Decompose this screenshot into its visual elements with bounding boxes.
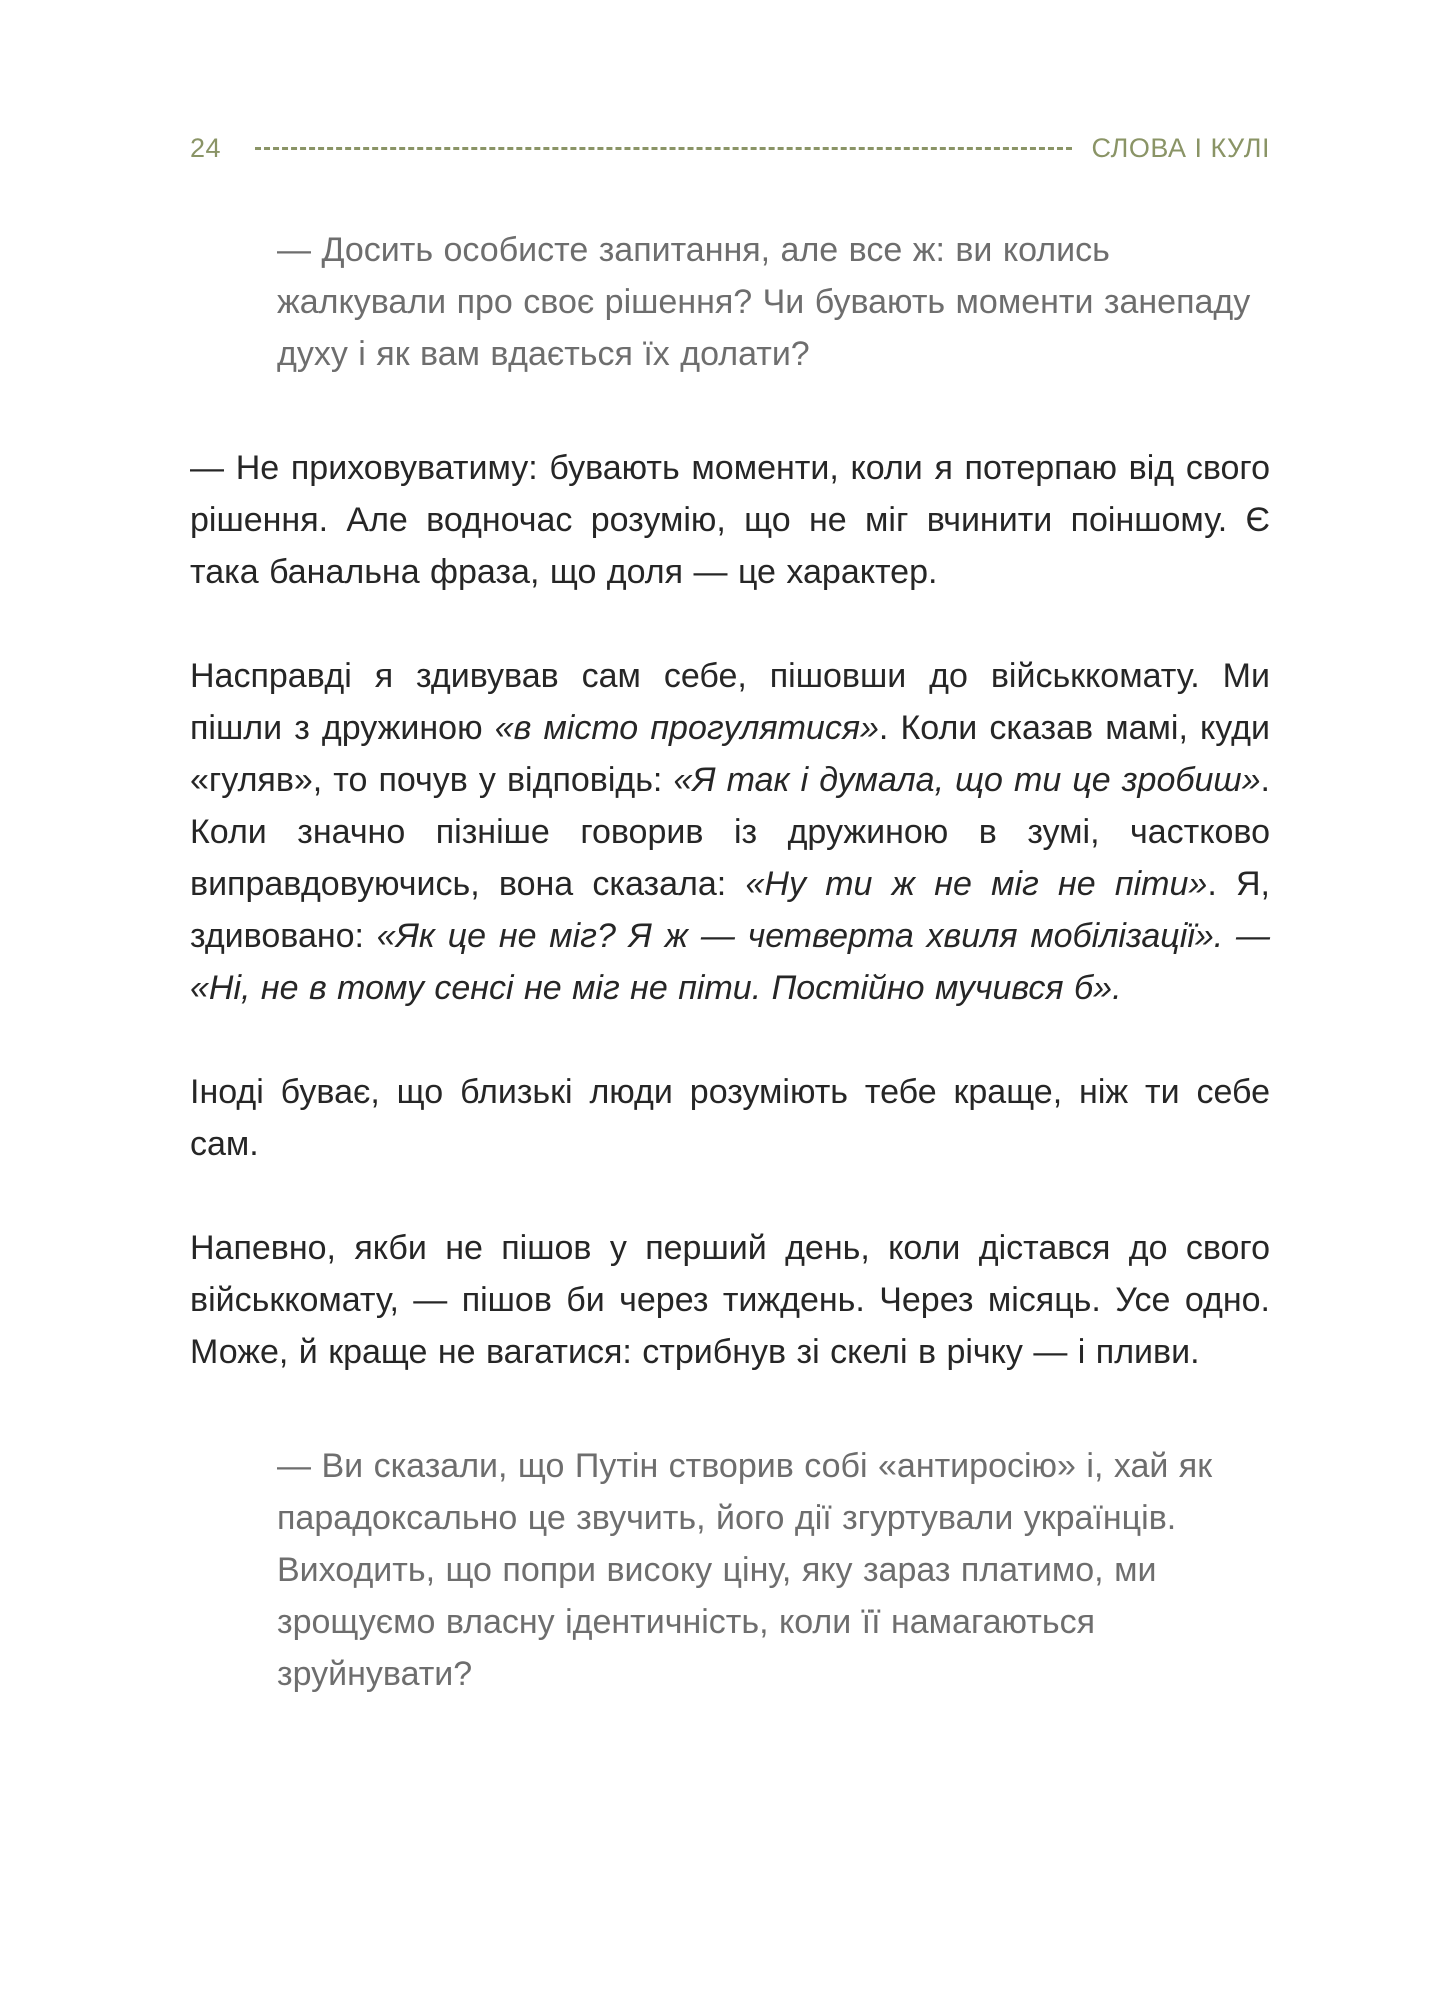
quote-italic: «в місто прогулятися» xyxy=(494,709,879,747)
interview-question-2: — Ви сказали, що Путін створив собі «антиросію» і, хай як парадоксально це звучить, його дії згуртували українців. Виходить, що попри високу ціну, яку зараз платимо, ми зрощуємо власну ідентичність, коли її намагаються зруйнувати? xyxy=(277,1447,1213,1693)
answer-paragraph-1: — Не приховуватиму: бувають моменти, коли я потерпаю від свого рішення. Але водночас розумію, що не міг вчинити поіншому. Є така банальна фраза, що доля — це характер. xyxy=(190,449,1270,591)
paragraph-spacer xyxy=(190,1378,1270,1440)
text-run: Насправді я здивував сам себе, пішовши до військкомату. Ми пішли з дружиною xyxy=(190,657,1270,747)
interview-question-1: — Досить особисте запитання, але все ж: ви колись жалкували про своє рішення? Чи бувають моменти занепаду духу і як вам вдається їх долати? xyxy=(277,231,1251,373)
page-body xyxy=(190,224,1270,1700)
answer-paragraph-2 xyxy=(190,650,1270,1014)
page-number: 24 xyxy=(190,132,222,163)
header-dashed-rule xyxy=(255,147,1071,150)
paragraph-spacer xyxy=(190,380,1270,442)
paragraph-spacer xyxy=(190,598,1270,650)
paragraph-spacer xyxy=(190,1014,1270,1066)
running-title: СЛОВА І КУЛІ xyxy=(1091,132,1270,163)
quote-italic: «Як це не міг? Я ж — четверта хвиля мобілізації». — «Ні, не в тому сенсі не міг не піти. Постійно мучився б». xyxy=(190,917,1270,1007)
running-header xyxy=(190,128,1270,168)
paragraph-spacer xyxy=(190,1170,1270,1222)
quote-italic: «Я так і думала, що ти це зробиш» xyxy=(673,761,1261,799)
answer-paragraph-4: Напевно, якби не пішов у перший день, коли дістався до свого військкомату, — пішов би через тиждень. Через місяць. Усе одно. Може, й краще не вагатися: стрибнув зі скелі в річку — і пливи. xyxy=(190,1229,1270,1371)
quote-italic: «Ну ти ж не міг не піти» xyxy=(745,865,1208,903)
text-run: . Коли сказав мамі, куди «гуляв», то почув у відповідь: xyxy=(190,709,1270,799)
answer-paragraph-3: Іноді буває, що близькі люди розуміють тебе краще, ніж ти себе сам. xyxy=(190,1073,1270,1163)
text-run: . Коли значно пізніше говорив із дружиною в зумі, частково виправдовуючись, вона сказала: xyxy=(190,761,1270,903)
text-run: . Я, здивовано: xyxy=(190,865,1270,955)
